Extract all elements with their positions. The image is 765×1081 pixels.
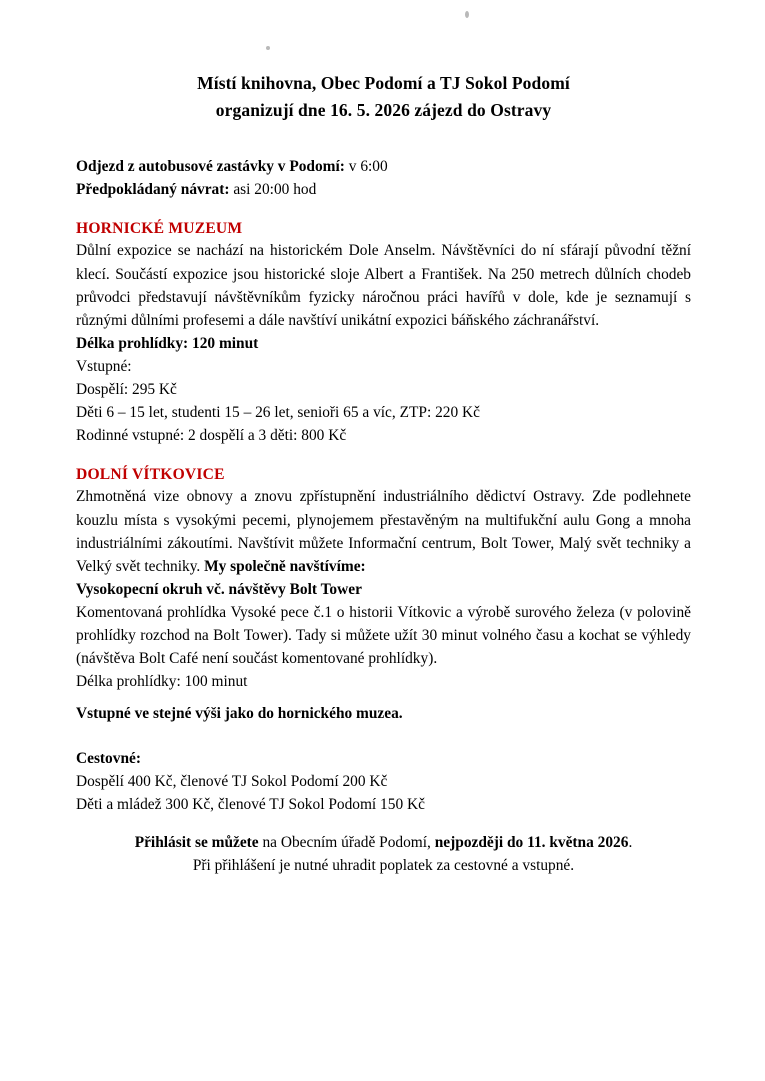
- return-line: [76, 178, 691, 201]
- dolni-vitkovice-duration: Délka prohlídky: 100 minut: [76, 673, 248, 691]
- return-label: Předpokládaný návrat:: [76, 181, 230, 199]
- dolni-vitkovice-paragraph-text: Zhmotněná vize obnovy a znovu zpřístupnění industriálního dědictví Ostravy. Zde podlehnete kouzlu místa s vysokými pecemi, plynojemem přestavěným na multifukční aulu Gong a mnoha industriálními zákoutími. Navštívit můžete Informační centrum, Bolt Tower, Malý svět techniky a Velký svět techniky.: [76, 488, 691, 575]
- hornicke-muzeum-price-label: Vstupné:: [76, 358, 132, 376]
- signup-line: [76, 831, 691, 854]
- signup-plain: na Obecním úřadě Podomí,: [258, 833, 435, 851]
- fare-heading: Cestovné:: [76, 749, 141, 767]
- hornicke-muzeum-price-reduced: Děti 6 – 15 let, studenti 15 – 26 let, senioři 65 a víc, ZTP: 220 Kč: [76, 404, 480, 422]
- departure-line: [76, 155, 691, 178]
- dolni-vitkovice-tour-description: Komentovaná prohlídka Vysoké pece č.1 o historii Vítkovic a výrobě surového železa (v polovině prohlídky rozchod na Bolt Tower). Tady si můžete užít 30 minut volného času a kochat se výhledy (návštěva Bolt Café není součást komentované prohlídky).: [76, 604, 691, 668]
- scan-speck: [266, 46, 270, 50]
- section-heading-hornicke-muzeum: HORNICKÉ MUZEUM: [76, 220, 243, 238]
- document-title: [76, 70, 691, 124]
- fare-line-adult: Dospělí 400 Kč, členové TJ Sokol Podomí 200 Kč: [76, 772, 388, 790]
- signup-bold-1: Přihlásit se můžete: [134, 833, 259, 851]
- signup-end: .: [628, 833, 633, 851]
- dolni-vitkovice-paragraph: [76, 485, 691, 577]
- dolni-vitkovice-tour-title: Vysokopecní okruh vč. návštěvy Bolt Tower: [76, 580, 362, 598]
- trip-times: [76, 155, 691, 201]
- section-heading-dolni-vitkovice: DOLNÍ VÍTKOVICE: [76, 466, 225, 484]
- departure-value: v 6:00: [344, 158, 388, 176]
- dolni-vitkovice-paragraph-bold: My společně navštívíme:: [204, 557, 366, 575]
- hornicke-muzeum-price-adult: Dospělí: 295 Kč: [76, 381, 177, 399]
- signup-note: Při přihlášení je nutné uhradit poplatek za cestovné a vstupné.: [192, 857, 575, 875]
- title-line-2: organizují dne 16. 5. 2026 zájezd do Ostravy: [215, 100, 552, 121]
- dolni-vitkovice-price-note: Vstupné ve stejné výši jako do hornického muzea.: [76, 705, 403, 723]
- departure-label: Odjezd z autobusové zastávky v Podomí:: [76, 158, 345, 176]
- hornicke-muzeum-duration: Délka prohlídky: 120 minut: [76, 334, 259, 352]
- hornicke-muzeum-paragraph: Důlní expozice se nachází na historickém Dole Anselm. Návštěvníci do ní sfárají původní těžní klecí. Součástí expozice jsou historické sloje Albert a František. Na 250 metrech důlních chodeb průvodci představují návštěvníkům fyzicky náročnou práci havířů v dole, kde je seznamují s různými důlními profesemi a dále navštíví unikátní expozici báňského záchranářství.: [76, 242, 691, 329]
- signup-bold-2: nejpozději do 11. května 2026: [434, 833, 629, 851]
- scan-speck: [465, 11, 469, 18]
- return-value: asi 20:00 hod: [229, 181, 317, 199]
- title-line-1: Místí knihovna, Obec Podomí a TJ Sokol Podomí: [197, 73, 570, 93]
- hornicke-muzeum-price-family: Rodinné vstupné: 2 dospělí a 3 děti: 800 Kč: [76, 427, 347, 445]
- fare-line-children: Děti a mládež 300 Kč, členové TJ Sokol Podomí 150 Kč: [76, 795, 425, 813]
